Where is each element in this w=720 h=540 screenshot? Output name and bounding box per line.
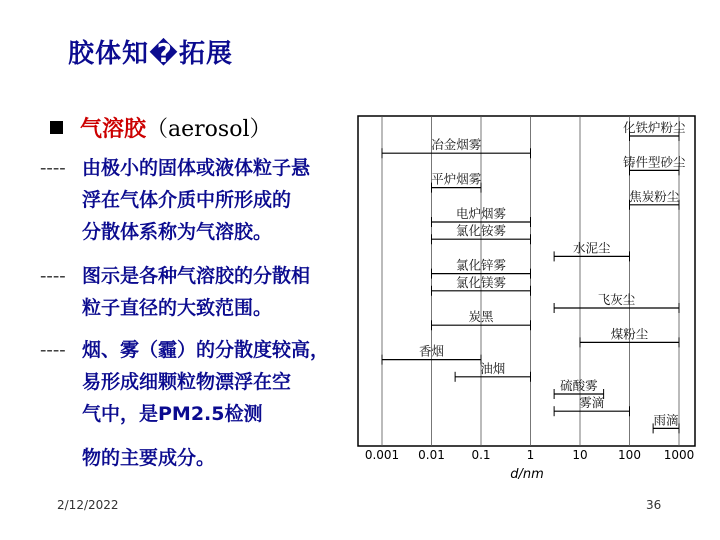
aerosol-size-range-diagram bbox=[355, 110, 700, 485]
range-label: 香烟 bbox=[418, 343, 445, 359]
paragraph-line: 气中，是PM2.5检测 bbox=[82, 403, 263, 425]
bullet-label-en: （aerosol） bbox=[146, 117, 272, 142]
paragraph-line: 图示是各种气溶胶的分散相 bbox=[82, 265, 311, 287]
range-label: 油烟 bbox=[480, 360, 506, 376]
x-tick-label: 0.1 bbox=[471, 448, 491, 462]
paragraph-line: 分散体系称为气溶胶。 bbox=[82, 221, 273, 243]
range-label: 平炉烟雾 bbox=[431, 171, 482, 187]
paragraph-line: 物的主要成分。 bbox=[82, 447, 216, 469]
paragraph-2 bbox=[40, 260, 375, 324]
paragraph-1 bbox=[40, 152, 375, 248]
range-label: 氯化镁雾 bbox=[455, 274, 507, 290]
range-label: 氯化锌雾 bbox=[455, 257, 507, 273]
paragraph-line: 烟、雾（霾）的分散度较高， bbox=[82, 339, 330, 361]
x-tick-label: 100 bbox=[618, 448, 641, 462]
range-label: 煤粉尘 bbox=[610, 326, 649, 342]
range-label: 炭黑 bbox=[468, 309, 494, 325]
range-label: 雾滴 bbox=[579, 395, 605, 411]
bullet-label-cn: 气溶胶 bbox=[80, 117, 147, 142]
bullet-square-icon bbox=[50, 121, 63, 134]
range-label: 雨滴 bbox=[653, 412, 679, 428]
paragraph-line: 浮在气体介质中所形成的 bbox=[82, 189, 292, 211]
bullet-heading bbox=[80, 112, 272, 143]
paragraph-line: 粒子直径的大致范围。 bbox=[82, 297, 273, 319]
paragraph-3 bbox=[40, 334, 375, 474]
paragraph-line: 由极小的固体或液体粒子悬 bbox=[82, 157, 311, 179]
range-label: 电炉烟雾 bbox=[455, 206, 507, 221]
x-tick-label: 1000 bbox=[663, 448, 695, 462]
x-tick-label: 0.001 bbox=[364, 448, 400, 462]
dash-marker: ---- bbox=[40, 339, 66, 361]
range-label: 飞灰尘 bbox=[597, 292, 636, 307]
range-label: 化铁炉粉尘 bbox=[622, 120, 686, 135]
range-label: 硫酸雾 bbox=[560, 378, 598, 393]
x-axis-label: d/nm bbox=[510, 467, 544, 482]
range-label: 水泥尘 bbox=[573, 240, 611, 256]
x-tick-label: 1 bbox=[526, 448, 535, 462]
x-tick-label: 0.01 bbox=[418, 448, 445, 462]
range-label: 冶金烟雾 bbox=[431, 137, 482, 153]
dash-marker: ---- bbox=[40, 265, 66, 287]
dash-marker: ---- bbox=[40, 157, 66, 179]
range-label: 铸件型砂尘 bbox=[622, 154, 686, 170]
paragraph-line: 易形成细颗粒物漂浮在空 bbox=[82, 371, 292, 393]
range-label: 焦炭粉尘 bbox=[629, 188, 680, 204]
range-label: 氯化铵雾 bbox=[455, 223, 507, 239]
page-title: 胶体知�拓展 bbox=[68, 39, 233, 69]
footer-page-number: 36 bbox=[646, 498, 662, 512]
footer-date: 2/12/2022 bbox=[57, 498, 119, 512]
x-tick-label: 10 bbox=[572, 448, 588, 462]
